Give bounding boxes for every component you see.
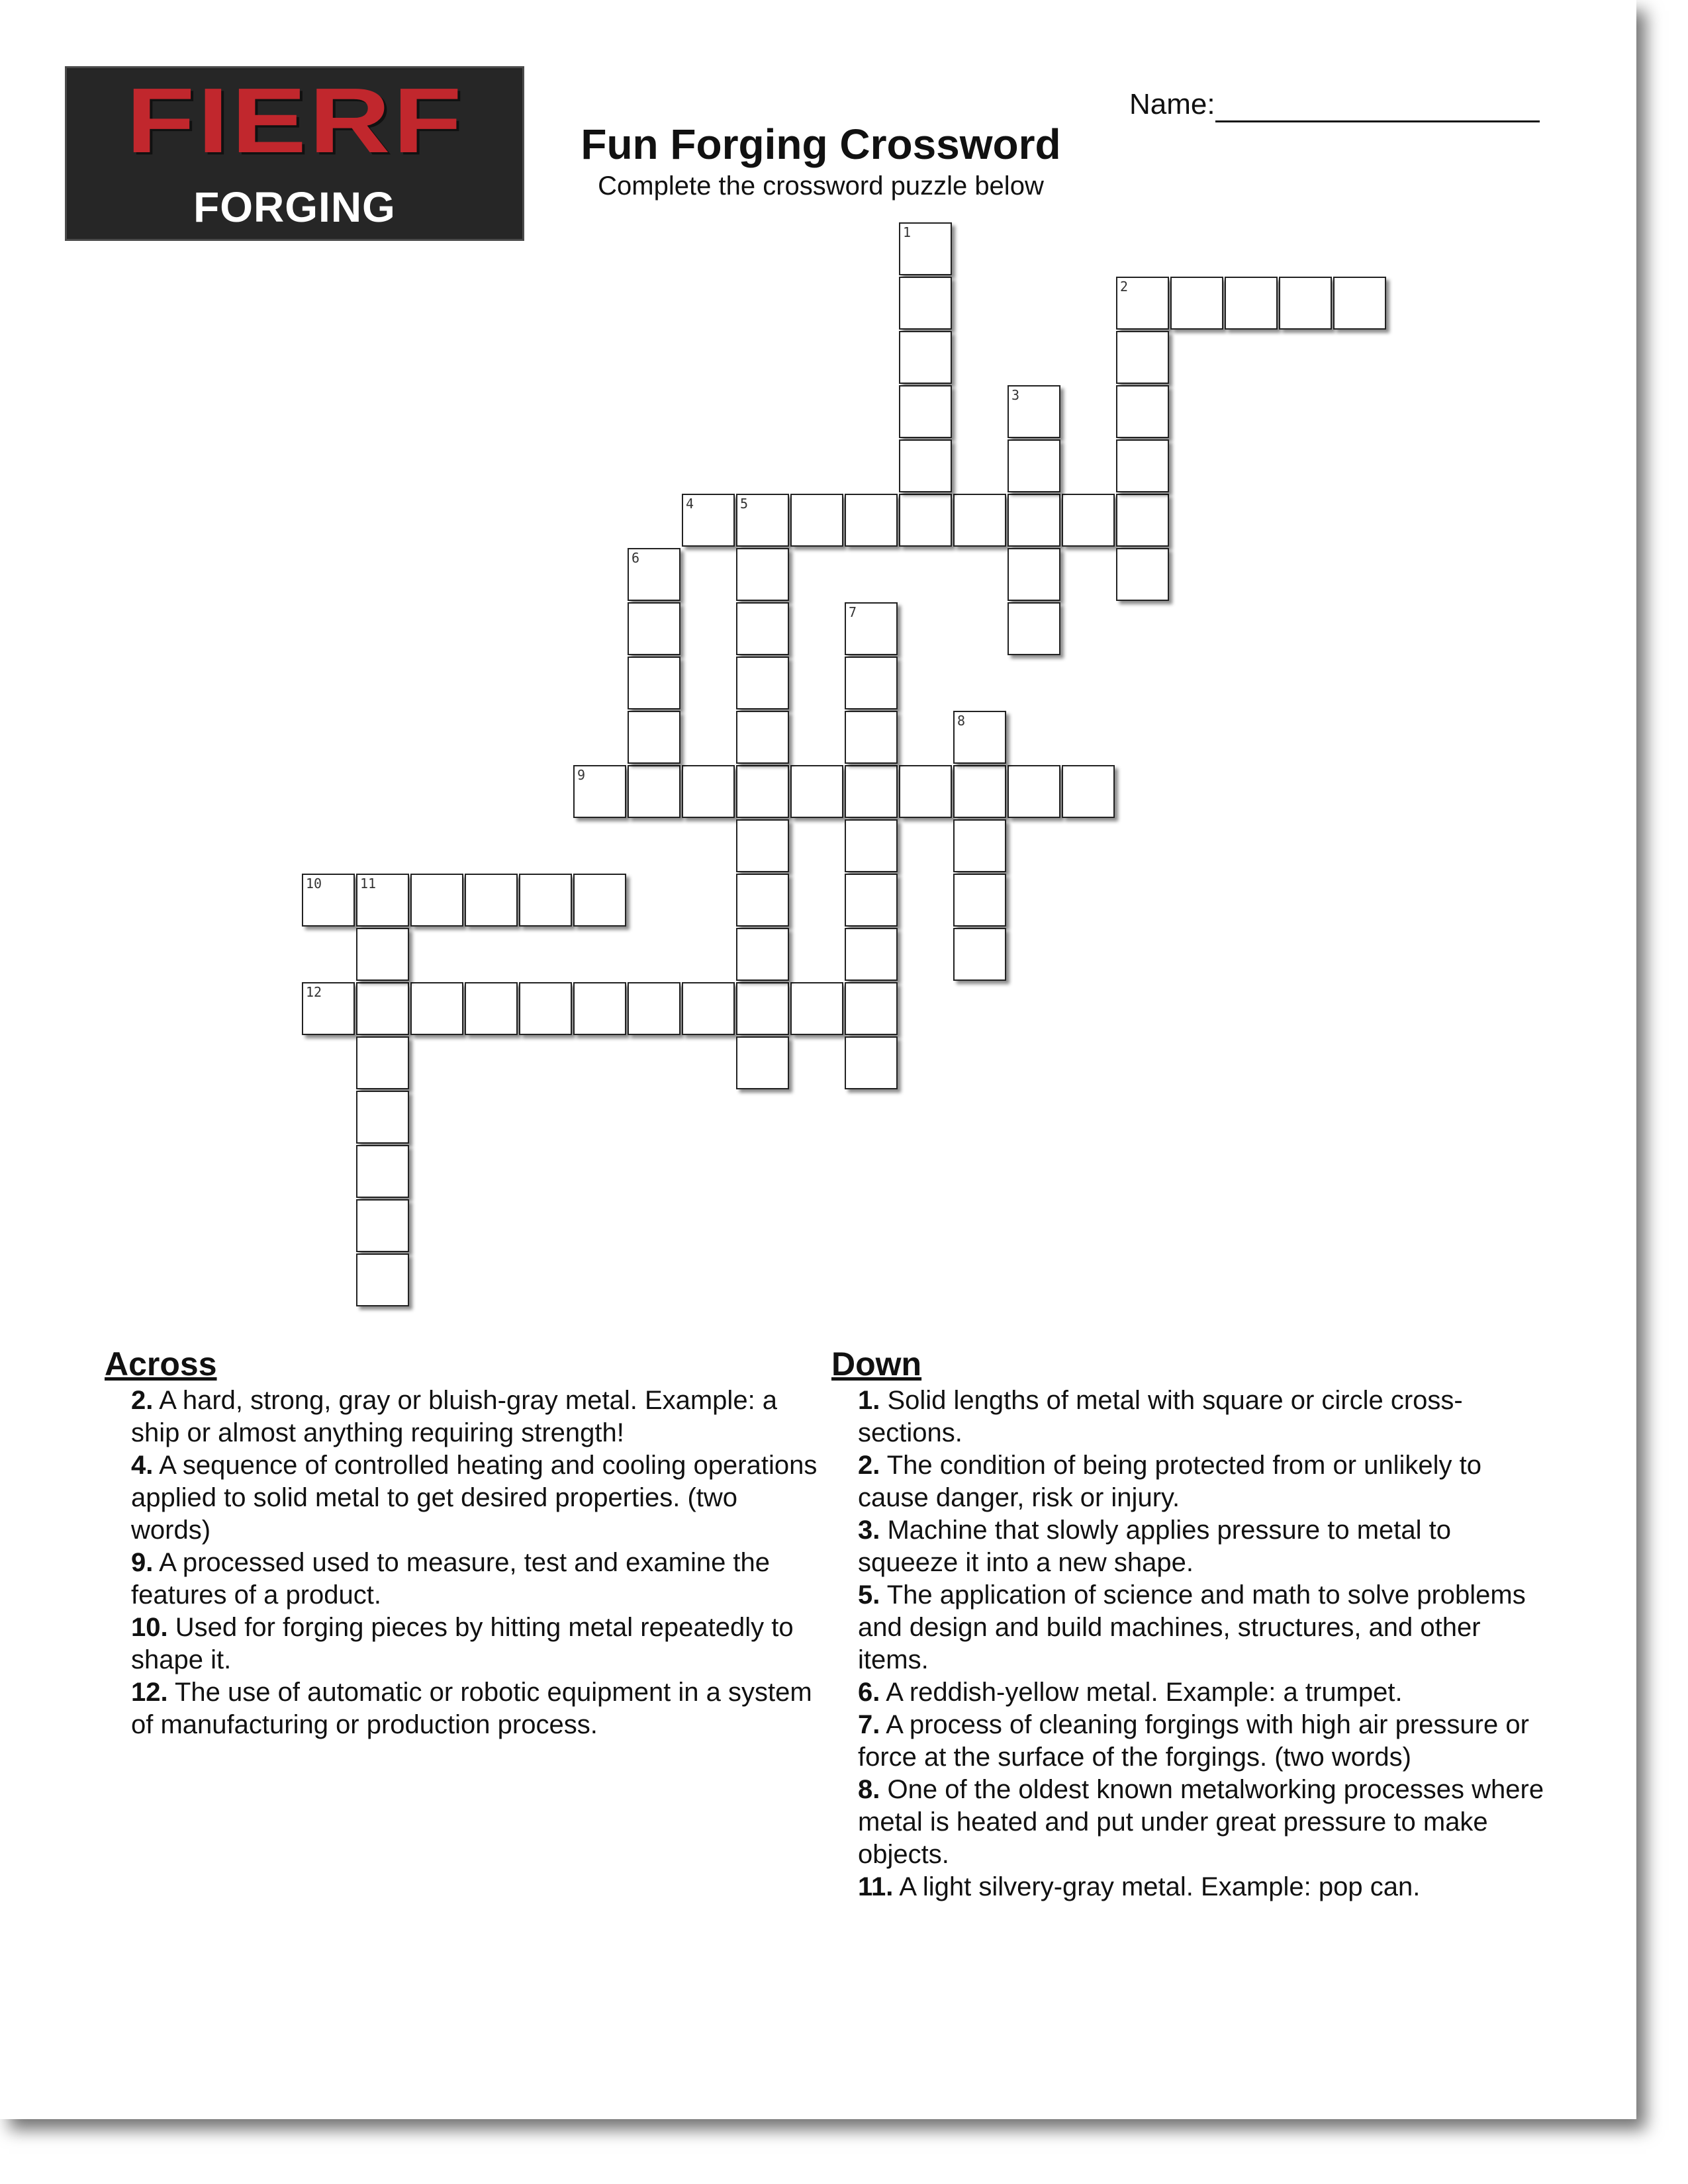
crossword-cell[interactable] [465, 982, 518, 1035]
crossword-cell[interactable] [1008, 385, 1060, 438]
clue-item-number: 1. [858, 1386, 880, 1415]
clue-item-number: 9. [131, 1548, 154, 1577]
clue-item [858, 1579, 1546, 1676]
clue-item-number: 4. [131, 1451, 154, 1480]
clue-item-text: A hard, strong, gray or bluish-gray metal. Example: a ship or almost anything requiring strength! [131, 1386, 778, 1447]
crossword-cell[interactable] [628, 982, 680, 1035]
crossword-cell[interactable] [628, 657, 680, 709]
clue-item [131, 1547, 820, 1612]
crossword-cell[interactable] [573, 874, 626, 927]
clue-number: 9 [577, 767, 586, 783]
crossword-cell[interactable] [1116, 439, 1169, 492]
crossword-cell[interactable] [899, 385, 952, 438]
crossword-cell[interactable] [845, 657, 898, 709]
crossword-cell[interactable] [845, 1036, 898, 1089]
down-clues [831, 1343, 1546, 1903]
crossword-cell[interactable] [682, 765, 735, 818]
clue-item-text: A processed used to measure, test and examine the features of a product. [131, 1548, 771, 1610]
clue-item [858, 1871, 1546, 1903]
crossword-cell[interactable] [1170, 277, 1223, 330]
clue-item [131, 1385, 820, 1449]
clue-number: 11 [360, 876, 377, 891]
crossword-cell[interactable] [682, 494, 735, 547]
crossword-cell[interactable] [1008, 548, 1060, 601]
crossword-cell[interactable] [573, 982, 626, 1035]
clue-number: 8 [957, 713, 966, 729]
crossword-cell[interactable] [682, 982, 735, 1035]
crossword-cell[interactable] [790, 765, 843, 818]
down-clue-list [831, 1385, 1546, 1903]
clue-number: 4 [686, 496, 694, 512]
clue-item-number: 11. [858, 1872, 894, 1901]
crossword-cell[interactable] [790, 494, 843, 547]
clue-number: 2 [1120, 279, 1129, 295]
crossword-cell[interactable] [736, 494, 789, 547]
crossword-cell[interactable] [845, 765, 898, 818]
clue-item-number: 10. [131, 1613, 168, 1642]
crossword-cell[interactable] [953, 928, 1006, 981]
clue-item-number: 2. [858, 1451, 880, 1480]
clue-item-text: A reddish-yellow metal. Example: a trumpet. [880, 1678, 1403, 1707]
clue-item-number: 2. [131, 1386, 154, 1415]
crossword-cell[interactable] [953, 819, 1006, 872]
clue-item-text: A light silvery-gray metal. Example: pop can. [893, 1872, 1421, 1901]
crossword-cell[interactable] [1333, 277, 1386, 330]
crossword-cell[interactable] [356, 1145, 409, 1198]
crossword-cell[interactable] [736, 657, 789, 709]
clue-item-text: The use of automatic or robotic equipment in a system of manufacturing or production process. [131, 1678, 812, 1739]
clue-item-text: A process of cleaning forgings with high air pressure or force at the surface of the forgings. (two words) [858, 1710, 1529, 1772]
crossword-cell[interactable] [736, 765, 789, 818]
clue-item [131, 1612, 820, 1676]
crossword-cell[interactable] [736, 819, 789, 872]
clue-number: 3 [1011, 387, 1020, 403]
across-clue-list [105, 1385, 820, 1741]
clue-item-text: One of the oldest known metalworking processes where metal is heated and put under great pressure to make objects. [858, 1775, 1544, 1869]
clue-number: 6 [632, 550, 640, 566]
clue-number: 1 [903, 224, 912, 240]
crossword-cell[interactable] [1008, 494, 1060, 547]
crossword-cell[interactable] [356, 982, 409, 1035]
crossword-cell[interactable] [410, 982, 463, 1035]
crossword-cell[interactable] [953, 711, 1006, 764]
crossword-cell[interactable] [356, 928, 409, 981]
crossword-cell[interactable] [845, 874, 898, 927]
crossword-cell[interactable] [356, 874, 409, 927]
crossword-cell[interactable] [302, 982, 355, 1035]
clue-item-text: Machine that slowly applies pressure to metal to squeeze it into a new shape. [858, 1516, 1451, 1577]
crossword-cell[interactable] [736, 1036, 789, 1089]
crossword-cell[interactable] [1008, 602, 1060, 655]
crossword-cell[interactable] [899, 331, 952, 384]
page-subtitle: Complete the crossword puzzle below [598, 171, 1044, 201]
across-clues [105, 1343, 820, 1741]
logo-wordmark: FIERF [126, 69, 465, 173]
crossword-cell[interactable] [356, 1091, 409, 1144]
down-heading: Down [831, 1345, 922, 1383]
crossword-cell[interactable] [1116, 331, 1169, 384]
crossword-cell[interactable] [302, 874, 355, 927]
crossword-cell[interactable] [628, 765, 680, 818]
crossword-cell[interactable] [1008, 439, 1060, 492]
crossword-cell[interactable] [1116, 277, 1169, 330]
crossword-cell[interactable] [845, 711, 898, 764]
crossword-cell[interactable] [845, 494, 898, 547]
crossword-cell[interactable] [845, 928, 898, 981]
crossword-cell[interactable] [1062, 494, 1115, 547]
clue-item [858, 1385, 1546, 1449]
crossword-cell[interactable] [899, 439, 952, 492]
crossword-cell[interactable] [899, 222, 952, 275]
across-heading: Across [105, 1345, 217, 1383]
clue-item-text: The application of science and math to solve problems and design and build machines, structures, and other items. [858, 1580, 1526, 1674]
crossword-cell[interactable] [1062, 765, 1115, 818]
clue-item [858, 1514, 1546, 1579]
clue-item-number: 7. [858, 1710, 880, 1739]
crossword-cell[interactable] [410, 874, 463, 927]
clue-item-text: The condition of being protected from or unlikely to cause danger, risk or injury. [858, 1451, 1482, 1512]
crossword-cell[interactable] [465, 874, 518, 927]
crossword-cell[interactable] [573, 765, 626, 818]
clue-item-number: 5. [858, 1580, 880, 1610]
page-title: Fun Forging Crossword [581, 120, 1061, 168]
crossword-cell[interactable] [1008, 765, 1060, 818]
crossword-cell[interactable] [736, 602, 789, 655]
crossword-cell[interactable] [1225, 277, 1278, 330]
crossword-cell[interactable] [953, 494, 1006, 547]
crossword-cell[interactable] [1116, 494, 1169, 547]
crossword-cell[interactable] [845, 602, 898, 655]
crossword-cell[interactable] [356, 1036, 409, 1089]
clue-number: 12 [306, 984, 322, 1000]
crossword-cell[interactable] [899, 494, 952, 547]
clue-number: 7 [849, 604, 857, 620]
crossword-cell[interactable] [356, 1253, 409, 1306]
clue-item-text: Used for forging pieces by hitting metal repeatedly to shape it. [131, 1613, 794, 1674]
crossword-cell[interactable] [845, 982, 898, 1035]
crossword-cell[interactable] [519, 874, 572, 927]
crossword-cell[interactable] [628, 548, 680, 601]
clue-item [131, 1449, 820, 1547]
clue-item [858, 1676, 1546, 1709]
clue-number: 5 [740, 496, 749, 512]
crossword-cell[interactable] [845, 819, 898, 872]
crossword-cell[interactable] [736, 928, 789, 981]
crossword-cell[interactable] [1116, 548, 1169, 601]
crossword-cell[interactable] [953, 765, 1006, 818]
clue-item [858, 1449, 1546, 1514]
crossword-cell[interactable] [628, 602, 680, 655]
crossword-cell[interactable] [1116, 385, 1169, 438]
crossword-cell[interactable] [1279, 277, 1332, 330]
crossword-cell[interactable] [899, 277, 952, 330]
name-label: Name: [1129, 88, 1215, 120]
crossword-cell[interactable] [899, 765, 952, 818]
clue-item-number: 12. [131, 1678, 168, 1707]
crossword-cell[interactable] [953, 874, 1006, 927]
crossword-cell[interactable] [519, 982, 572, 1035]
clue-item-number: 8. [858, 1775, 880, 1804]
crossword-cell[interactable] [790, 982, 843, 1035]
clue-item-text: A sequence of controlled heating and cooling operations applied to solid metal to get desired properties. (two words) [131, 1451, 818, 1545]
clue-item-number: 3. [858, 1516, 880, 1545]
clue-number: 10 [306, 876, 322, 891]
crossword-cell[interactable] [628, 711, 680, 764]
crossword-cell[interactable] [736, 711, 789, 764]
crossword-cell[interactable] [736, 982, 789, 1035]
crossword-cell[interactable] [736, 874, 789, 927]
clue-item-text: Solid lengths of metal with square or circle cross-sections. [858, 1386, 1463, 1447]
clue-item [131, 1676, 820, 1741]
clue-item [858, 1774, 1546, 1871]
logo-subtitle: FORGING FOUNDATION [152, 183, 438, 284]
clue-item-number: 6. [858, 1678, 880, 1707]
crossword-cell[interactable] [356, 1199, 409, 1252]
clue-item [858, 1709, 1546, 1774]
crossword-cell[interactable] [736, 548, 789, 601]
